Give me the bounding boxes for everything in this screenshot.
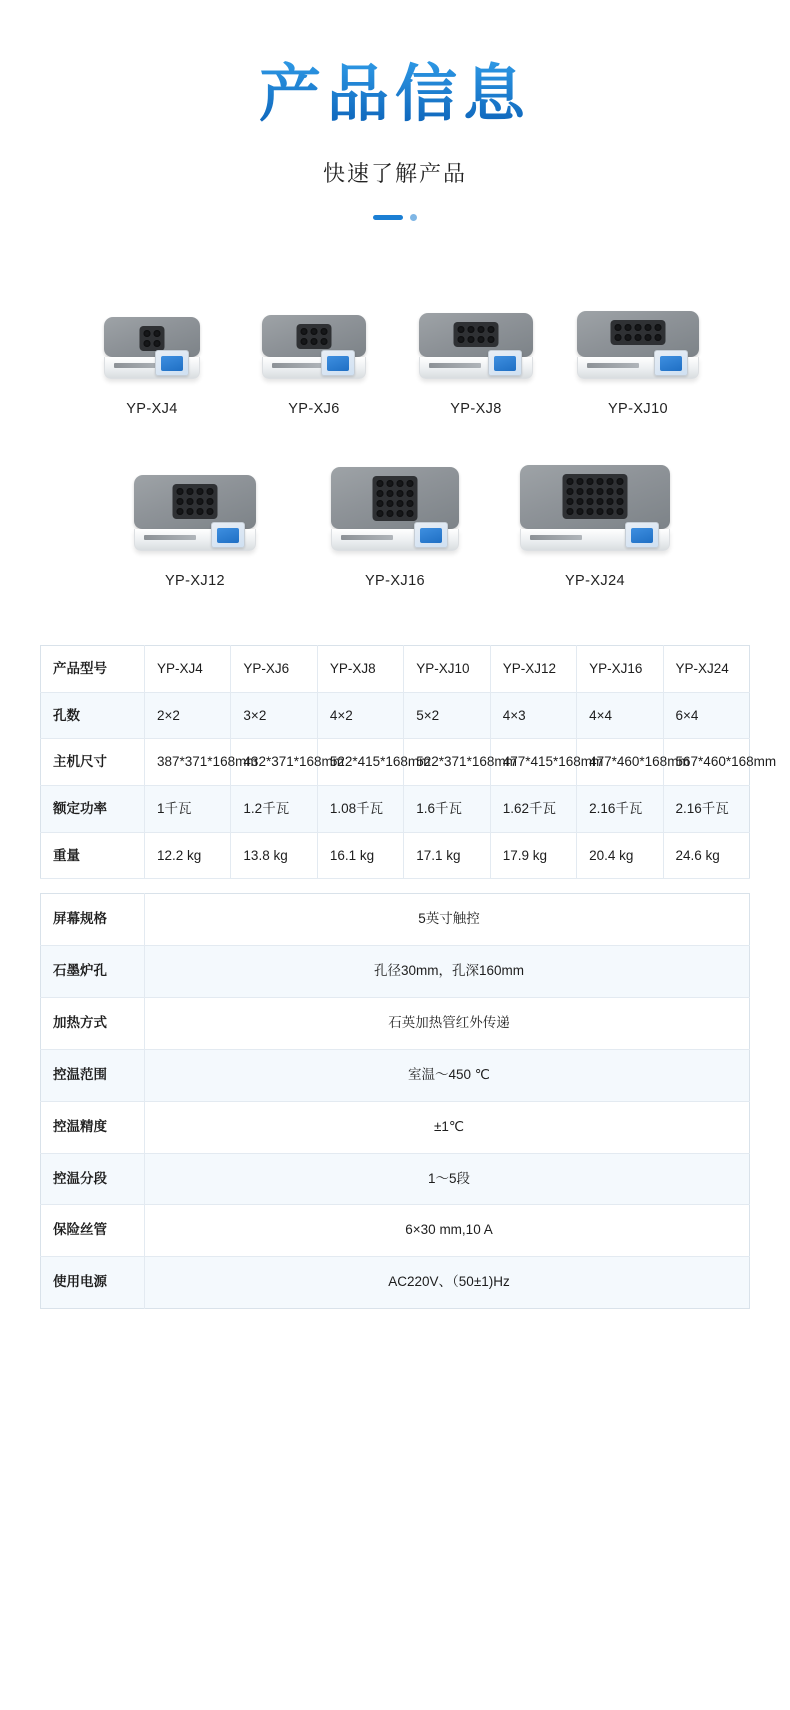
brand-logo-icon [144, 535, 196, 540]
gallery-row-2 [40, 455, 750, 589]
hole-icon [387, 490, 394, 497]
hole-icon [397, 510, 404, 517]
hole-icon [207, 488, 214, 495]
brand-logo-icon [587, 363, 639, 368]
table-cell: YP-XJ12 [490, 646, 576, 693]
hole-icon [567, 498, 574, 505]
table-cell: 4×3 [490, 692, 576, 739]
device-touch-screen [488, 350, 522, 376]
table-cell: 石英加热管红外传递 [145, 997, 750, 1049]
hole-icon [458, 326, 465, 333]
table-cell: 室温～450 ℃ [145, 1049, 750, 1101]
hole-icon [635, 324, 642, 331]
table-cell: 16.1 kg [317, 832, 403, 879]
table-row [41, 832, 750, 879]
hole-icon [154, 330, 161, 337]
hole-icon [577, 498, 584, 505]
table-cell: 1.62千瓦 [490, 785, 576, 832]
table-cell: 3×2 [231, 692, 317, 739]
table-row [41, 739, 750, 786]
hole-icon [154, 340, 161, 347]
table-cell: YP-XJ16 [577, 646, 663, 693]
product-item [295, 455, 495, 589]
hole-icon [597, 508, 604, 515]
device-touch-screen [211, 522, 245, 548]
model-spec-table [40, 645, 777, 879]
hole-icon [478, 326, 485, 333]
product-image [262, 283, 366, 379]
hole-icon [607, 488, 614, 495]
table-cell: 4×2 [317, 692, 403, 739]
page-bottom-spacer [0, 1309, 790, 1429]
device-holes [140, 326, 165, 351]
hole-icon [207, 508, 214, 515]
table-row [41, 785, 750, 832]
row-header: 额定功率 [41, 785, 145, 832]
row-header: 控温范围 [41, 1049, 145, 1101]
table-row [41, 646, 750, 693]
device-top-panel [331, 467, 459, 529]
brand-logo-icon [530, 535, 582, 540]
table-row [41, 946, 750, 998]
table-cell: 6×4 [663, 692, 749, 739]
hole-icon [387, 480, 394, 487]
hole-icon [377, 480, 384, 487]
row-header: 使用电源 [41, 1257, 145, 1309]
table-cell: AC220V、（50±1)Hz [145, 1257, 750, 1309]
hole-icon [397, 480, 404, 487]
hole-icon [377, 490, 384, 497]
hole-icon [407, 510, 414, 517]
hole-icon [615, 324, 622, 331]
hole-icon [587, 478, 594, 485]
table-cell: 1.6千瓦 [404, 785, 490, 832]
common-spec-table [40, 893, 750, 1309]
table-cell: YP-XJ24 [663, 646, 749, 693]
device-touch-screen [414, 522, 448, 548]
table-row [41, 1049, 750, 1101]
hole-icon [617, 498, 624, 505]
device-touch-screen [321, 350, 355, 376]
product-item [557, 283, 719, 417]
decorative-divider [0, 214, 790, 221]
hole-icon [577, 478, 584, 485]
table-cell: 17.9 kg [490, 832, 576, 879]
product-model-label: YP-XJ6 [288, 401, 340, 418]
table-row [41, 1101, 750, 1153]
hole-icon [607, 498, 614, 505]
hole-icon [197, 508, 204, 515]
table-cell: 522*371*168mm [404, 739, 490, 786]
hole-icon [468, 326, 475, 333]
hole-icon [488, 336, 495, 343]
hole-icon [144, 340, 151, 347]
hole-icon [311, 338, 318, 345]
product-item [495, 455, 695, 589]
hole-icon [617, 478, 624, 485]
table-row [41, 997, 750, 1049]
table-row [41, 1205, 750, 1257]
row-header: 屏幕规格 [41, 894, 145, 946]
device-base [104, 357, 200, 379]
device-touch-screen [625, 522, 659, 548]
table-cell: 2.16千瓦 [577, 785, 663, 832]
hole-icon [567, 478, 574, 485]
device-top-panel [520, 465, 670, 529]
table-cell: 12.2 kg [145, 832, 231, 879]
hole-icon [387, 510, 394, 517]
product-image [134, 455, 256, 551]
table-cell: YP-XJ10 [404, 646, 490, 693]
hole-icon [197, 488, 204, 495]
device-base [577, 357, 699, 379]
hole-icon [587, 508, 594, 515]
row-header: 石墨炉孔 [41, 946, 145, 998]
device-holes [173, 484, 218, 519]
table-cell: 5×2 [404, 692, 490, 739]
row-header: 控温分段 [41, 1153, 145, 1205]
hole-icon [321, 328, 328, 335]
hole-icon [458, 336, 465, 343]
row-header: 控温精度 [41, 1101, 145, 1153]
product-model-label: YP-XJ8 [450, 401, 502, 418]
device-base [134, 529, 256, 551]
table-cell: 6×30 mm,10 A [145, 1205, 750, 1257]
device-base [262, 357, 366, 379]
hole-icon [567, 508, 574, 515]
device-base [520, 529, 670, 551]
device-holes [454, 322, 499, 347]
table-cell: 387*371*168mm [145, 739, 231, 786]
hole-icon [597, 488, 604, 495]
table-cell: 20.4 kg [577, 832, 663, 879]
table-cell: 477*415*168mm [490, 739, 576, 786]
table-row [41, 1257, 750, 1309]
hole-icon [617, 508, 624, 515]
table-cell: 2.16千瓦 [663, 785, 749, 832]
product-model-label: YP-XJ12 [164, 573, 226, 590]
device-touch-screen [155, 350, 189, 376]
table-cell: 24.6 kg [663, 832, 749, 879]
table-cell: 567*460*168mm [663, 739, 749, 786]
table-cell: 5英寸触控 [145, 894, 750, 946]
hole-icon [577, 508, 584, 515]
hole-icon [615, 334, 622, 341]
gallery-row-1 [40, 283, 750, 417]
table-cell: YP-XJ6 [231, 646, 317, 693]
hole-icon [177, 498, 184, 505]
table-row [41, 894, 750, 946]
hole-icon [577, 488, 584, 495]
hole-icon [144, 330, 151, 337]
spec-tables [40, 645, 777, 1309]
hole-icon [397, 490, 404, 497]
hole-icon [407, 490, 414, 497]
hole-icon [187, 488, 194, 495]
page-header [0, 0, 790, 221]
hole-icon [607, 478, 614, 485]
product-image [520, 455, 670, 551]
hole-icon [387, 500, 394, 507]
hole-icon [301, 338, 308, 345]
table-cell: 522*415*168mm [317, 739, 403, 786]
table-cell: 432*371*168mm [231, 739, 317, 786]
hole-icon [377, 510, 384, 517]
hole-icon [655, 334, 662, 341]
product-model-label: YP-XJ4 [126, 401, 178, 418]
hole-icon [567, 488, 574, 495]
hole-icon [377, 500, 384, 507]
table-cell: 1.2千瓦 [231, 785, 317, 832]
product-image [419, 283, 533, 379]
table-cell: 2×2 [145, 692, 231, 739]
page-title: 产品信息 [0, 58, 790, 129]
hole-icon [301, 328, 308, 335]
product-item [71, 283, 233, 417]
hole-icon [488, 326, 495, 333]
table-cell: YP-XJ4 [145, 646, 231, 693]
device-holes [563, 474, 628, 519]
product-item [95, 455, 295, 589]
table-row [41, 1153, 750, 1205]
row-header: 重量 [41, 832, 145, 879]
device-touch-screen [654, 350, 688, 376]
hole-icon [597, 498, 604, 505]
product-model-label: YP-XJ10 [607, 401, 669, 418]
row-header: 保险丝管 [41, 1205, 145, 1257]
table-row [41, 692, 750, 739]
hole-icon [587, 498, 594, 505]
product-gallery [0, 283, 790, 589]
divider-dot-icon [410, 214, 417, 221]
table-cell: 1.08千瓦 [317, 785, 403, 832]
table-cell: 1千瓦 [145, 785, 231, 832]
page-subtitle: 快速了解产品 [322, 161, 467, 187]
table-cell: 4×4 [577, 692, 663, 739]
hole-icon [397, 500, 404, 507]
row-header: 加热方式 [41, 997, 145, 1049]
device-holes [297, 324, 332, 349]
brand-logo-icon [272, 363, 324, 368]
hole-icon [645, 324, 652, 331]
hole-icon [625, 334, 632, 341]
hole-icon [635, 334, 642, 341]
row-header: 产品型号 [41, 646, 145, 693]
hole-icon [655, 324, 662, 331]
hole-icon [607, 508, 614, 515]
table-cell: YP-XJ8 [317, 646, 403, 693]
hole-icon [617, 488, 624, 495]
table-cell: 17.1 kg [404, 832, 490, 879]
brand-logo-icon [429, 363, 481, 368]
brand-logo-icon [341, 535, 393, 540]
table-cell: 1～5段 [145, 1153, 750, 1205]
row-header: 主机尺寸 [41, 739, 145, 786]
hole-icon [625, 324, 632, 331]
hole-icon [177, 488, 184, 495]
hole-icon [187, 508, 194, 515]
divider-bar-icon [373, 215, 403, 220]
hole-icon [645, 334, 652, 341]
table-cell: 13.8 kg [231, 832, 317, 879]
hole-icon [407, 480, 414, 487]
product-image [577, 283, 699, 379]
hole-icon [478, 336, 485, 343]
hole-icon [587, 488, 594, 495]
product-image [331, 455, 459, 551]
product-model-label: YP-XJ16 [364, 573, 426, 590]
product-item [395, 283, 557, 417]
row-header: 孔数 [41, 692, 145, 739]
table-cell: ±1℃ [145, 1101, 750, 1153]
table-cell: 477*460*168mm [577, 739, 663, 786]
hole-icon [597, 478, 604, 485]
hole-icon [321, 338, 328, 345]
hole-icon [407, 500, 414, 507]
device-top-panel [134, 475, 256, 529]
table-cell: 孔径30mm，孔深160mm [145, 946, 750, 998]
hole-icon [177, 508, 184, 515]
hole-icon [207, 498, 214, 505]
hole-icon [187, 498, 194, 505]
hole-icon [468, 336, 475, 343]
product-model-label: YP-XJ24 [564, 573, 626, 590]
device-base [331, 529, 459, 551]
device-base [419, 357, 533, 379]
device-holes [611, 320, 666, 345]
hole-icon [311, 328, 318, 335]
device-holes [373, 476, 418, 521]
product-image [104, 283, 200, 379]
hole-icon [197, 498, 204, 505]
product-item [233, 283, 395, 417]
